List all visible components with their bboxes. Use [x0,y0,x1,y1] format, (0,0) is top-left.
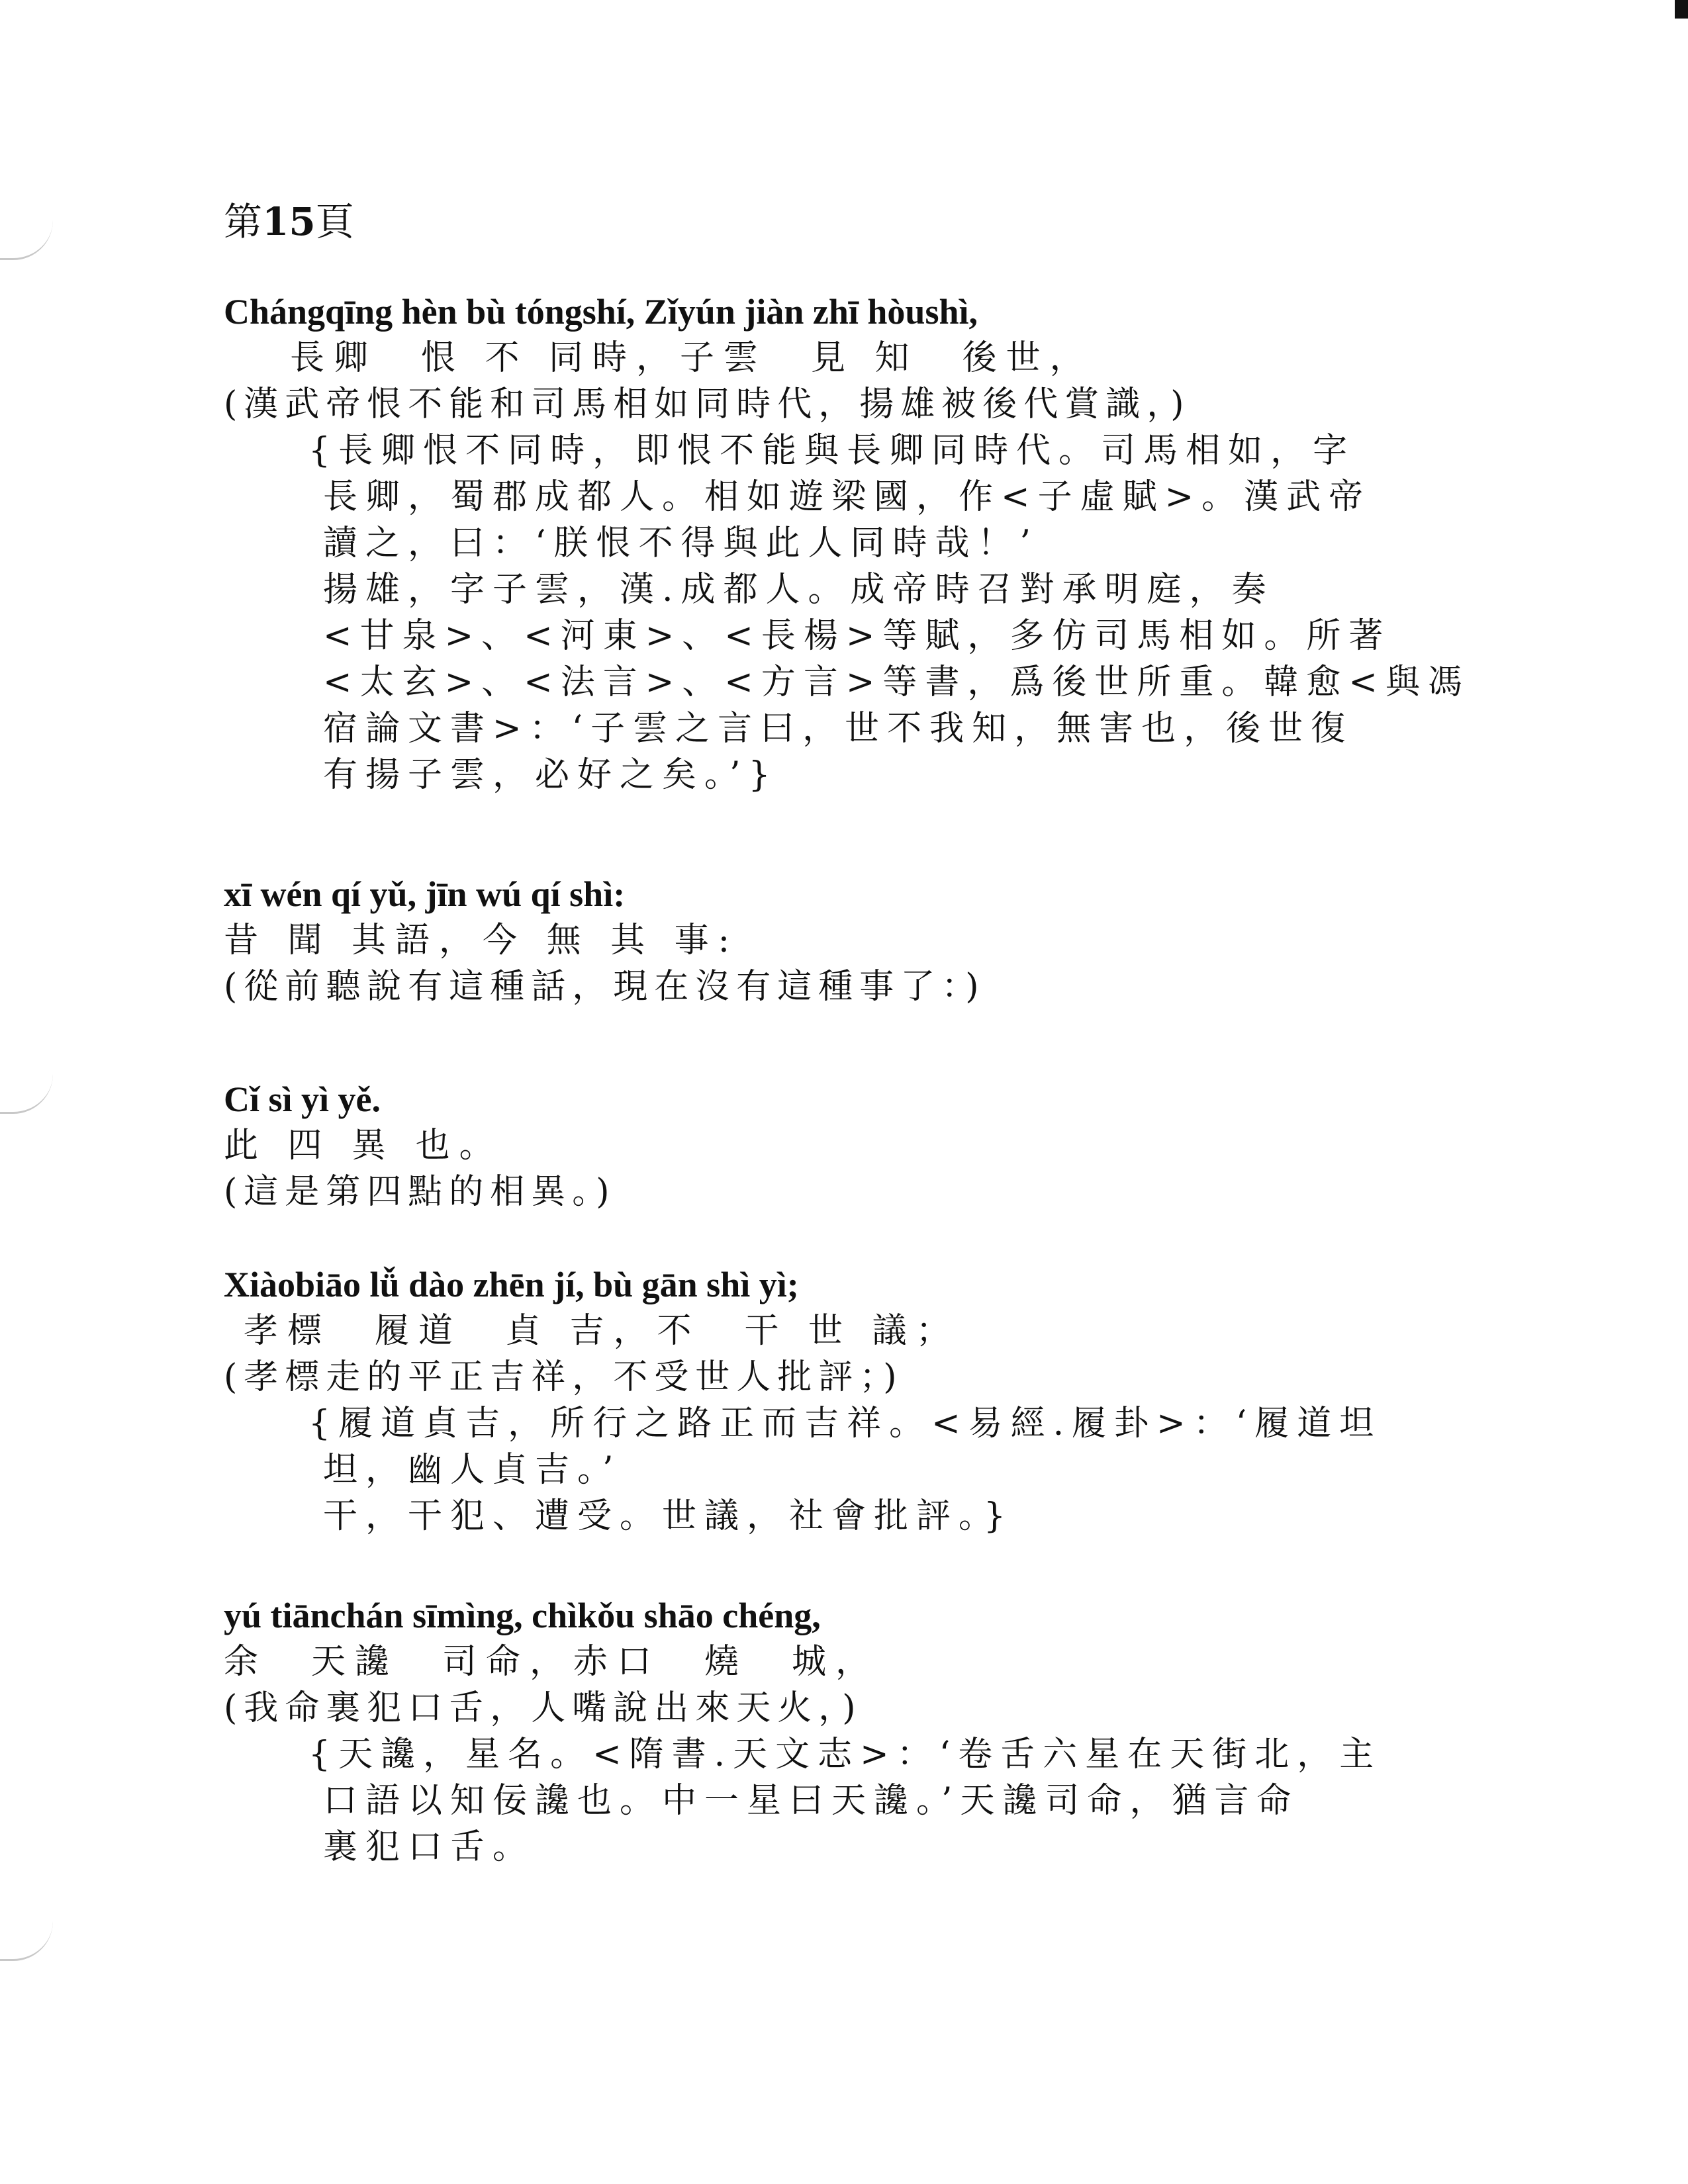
note-line: 長卿，蜀郡成都人。相如遊梁國，作<子虛賦>。漢武帝 [323,477,1372,517]
note-line: 有揚子雲，必好之矣。’} [323,755,778,795]
page-number-value: 15 [262,199,316,244]
note-line: 干，干犯、遭受。世議，社會批評。} [323,1496,1014,1536]
translation-line: (我命裏犯口舌，人嘴說出來天火，) [224,1688,863,1728]
hanzi-line: 昔 聞 其語，今 無 其 事: [224,921,739,960]
verse-section [224,1257,1481,1539]
note-line: 裏犯口舌。 [323,1827,536,1867]
page-number [224,199,354,245]
verse-section [224,1588,1481,1870]
verse-section [224,1072,1481,1215]
note-line: {長卿恨不同時，即恨不能與長卿同時代。司馬相如，字 [308,431,1356,471]
note-line: 宿論文書>：‘子雲之言曰，世不我知，無害也，後世復 [323,709,1354,749]
pinyin-line: Xiàobiāo lǚ dào zhēn jí, bù gān shì yì; [224,1265,799,1304]
verse-section [224,285,1481,798]
hole-punch-mark-top [0,218,53,260]
note-line: <太玄>、<法言>、<方言>等書，爲後世所重。韓愈<與馮 [323,662,1470,702]
page-label-suffix: 頁 [315,199,354,244]
hole-punch-mark-middle [0,1072,53,1114]
pinyin-line: Chángqīng hèn bù tóngshí, Zǐyún jiàn zhī hòushì, [224,292,978,332]
note-line: 揚雄，字子雲，漢.成都人。成帝時召對承明庭，奏 [323,570,1274,610]
note-line: 讀之，曰：‘朕恨不得與此人同時哉！’ [323,523,1039,563]
note-line: {天讒，星名。<隋書.天文志>：‘卷舌六星在天街北，主 [308,1735,1382,1774]
translation-line: (這是第四點的相異。) [224,1172,616,1212]
pinyin-line: xī wén qí yǔ, jīn wú qí shì: [224,874,626,914]
pinyin-line: yú tiānchán sīmìng, chìkǒu shāo chéng, [224,1596,821,1635]
hole-punch-mark-bottom [0,1919,53,1961]
translation-line: (從前聽說有這種話，現在沒有這種事了：) [224,967,986,1007]
hanzi-line: 余 天讒 司命，赤口 燒 城， [224,1642,880,1682]
note-line: {履道貞吉，所行之路正而吉祥。<易經.履卦>：‘履道坦 [308,1404,1382,1443]
hanzi-line: 此 四 異 也。 [224,1126,503,1165]
translation-line: (漢武帝恨不能和司馬相如同時代，揚雄被後代賞識，) [224,385,1191,424]
verse-section [224,867,1481,1010]
note-line: 口語以知佞讒也。中一星曰天讒。’天讒司命，猶言命 [323,1781,1299,1821]
hanzi-line: 長卿 恨 不 同時，子雲 見 知 後世， [290,338,1094,378]
pinyin-line: Cǐ sì yì yě. [224,1079,381,1119]
note-line: 坦，幽人貞吉。’ [323,1450,622,1490]
page-label-prefix: 第 [224,199,263,244]
hanzi-line: 孝標 履道 貞 吉，不 干 世 議； [244,1311,960,1351]
note-line: <甘泉>、<河東>、<長楊>等賦，多仿司馬相如。所著 [323,616,1391,656]
translation-line: (孝標走的平正吉祥，不受世人批評；) [224,1357,904,1397]
scan-edge-mark [1675,0,1688,19]
